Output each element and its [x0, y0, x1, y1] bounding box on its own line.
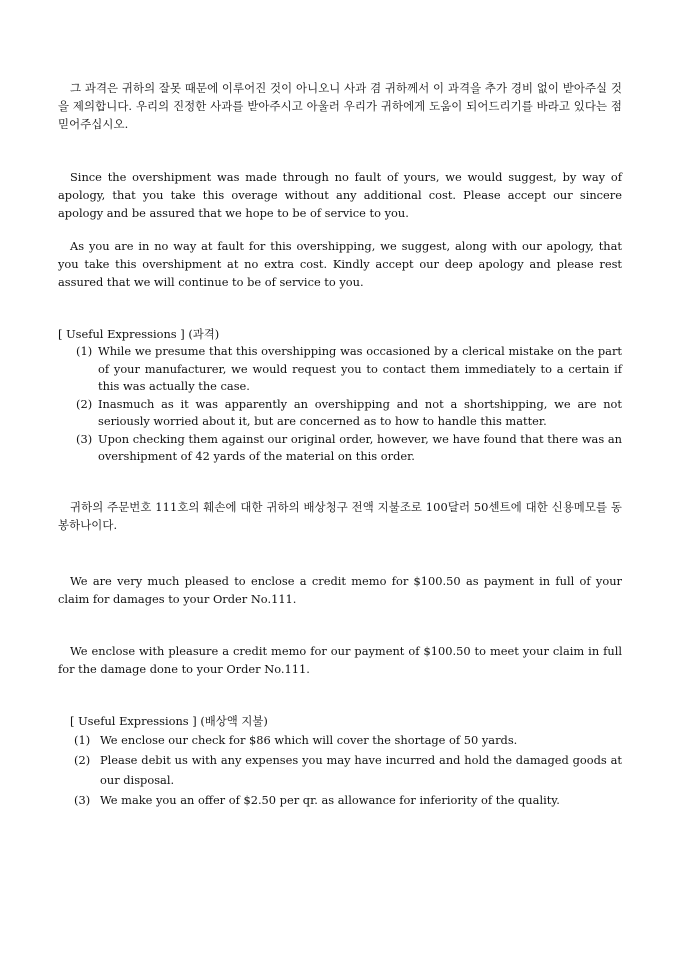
list-item [58, 730, 622, 750]
korean-text: 그 과격은 귀하의 잘못 때문에 이루어진 것이 아니오니 사과 겸 귀하께서 이 과격을 추가 경비 없이 받아주실 것을 제의합니다. 우리의 진정한 사과를 받아주시고 아울러 우리가 귀하에게 도움이 되어드리기를 바라고 있다는 점 믿어주십시오. [58, 81, 622, 131]
item-number: (1) [76, 344, 93, 358]
item-text: Inasmuch as it was apparently an overshipping and not a shortshipping, we are not seriously worried about it, but are concerned as to how to handle this matter. [98, 396, 622, 428]
item-text: While we presume that this overshipping was occasioned by a clerical mistake on the part of your manufacturer, we would request you to contact them immediately to a certain if this was actually the case. [98, 344, 622, 393]
useful-expressions-list [58, 343, 622, 466]
item-text: We make you an offer of $2.50 per qr. as allowance for inferiority of the quality. [100, 793, 560, 807]
english-text: Since the overshipment was made through no fault of yours, we would suggest, by way of apology, that you take this overage without any additional cost. Please accept our sincere apology and be assured that we hope to be of service to you. [58, 170, 622, 220]
english-paragraph-2b [58, 642, 622, 678]
list-item [58, 343, 622, 396]
english-text: We are very much pleased to enclose a credit memo for $100.50 as payment in full of your claim for damages to your Order No.111. [58, 574, 622, 606]
english-paragraph-1b [58, 237, 622, 291]
item-number: (3) [74, 793, 91, 807]
item-number: (2) [74, 753, 91, 767]
korean-paragraph-1 [58, 79, 622, 133]
korean-paragraph-2 [58, 498, 622, 534]
useful-expressions-list [58, 730, 622, 810]
item-number: (3) [76, 431, 93, 446]
item-number: (1) [74, 733, 91, 747]
english-paragraph-2a [58, 572, 622, 608]
english-text: We enclose with pleasure a credit memo for our payment of $100.50 to meet your claim in full for the damage done to your Order No.111. [58, 644, 622, 676]
item-text: We enclose our check for $86 which will cover the shortage of 50 yards. [100, 733, 518, 747]
useful-expressions-2 [58, 712, 622, 810]
useful-expressions-heading: [ Useful Expressions ] (과격) [58, 327, 220, 341]
list-item [58, 431, 622, 466]
item-number: (2) [76, 396, 93, 411]
korean-text: 귀하의 주문번호 111호의 훼손에 대한 귀하의 배상청구 전액 지불조로 100달러 50센트에 대한 신용메모를 동봉하나이다. [58, 500, 622, 532]
item-text: Upon checking them against our original order, however, we have found that there was an overshipment of 42 yards of the material on this order. [98, 431, 622, 463]
list-item [58, 750, 622, 790]
english-paragraph-1a [58, 168, 622, 222]
item-text: Please debit us with any expenses you may have incurred and hold the damaged goods at our disposal. [100, 753, 622, 787]
list-item [58, 396, 622, 431]
useful-expressions-heading: [ Useful Expressions ] (배상액 지불) [70, 714, 268, 728]
useful-expressions-1 [58, 325, 622, 466]
list-item [58, 790, 622, 810]
english-text: As you are in no way at fault for this overshipping, we suggest, along with our apology, that you take this overshipment at no extra cost. Kindly accept our deep apology and please rest assured that we will continue to be of service to you. [58, 239, 622, 289]
